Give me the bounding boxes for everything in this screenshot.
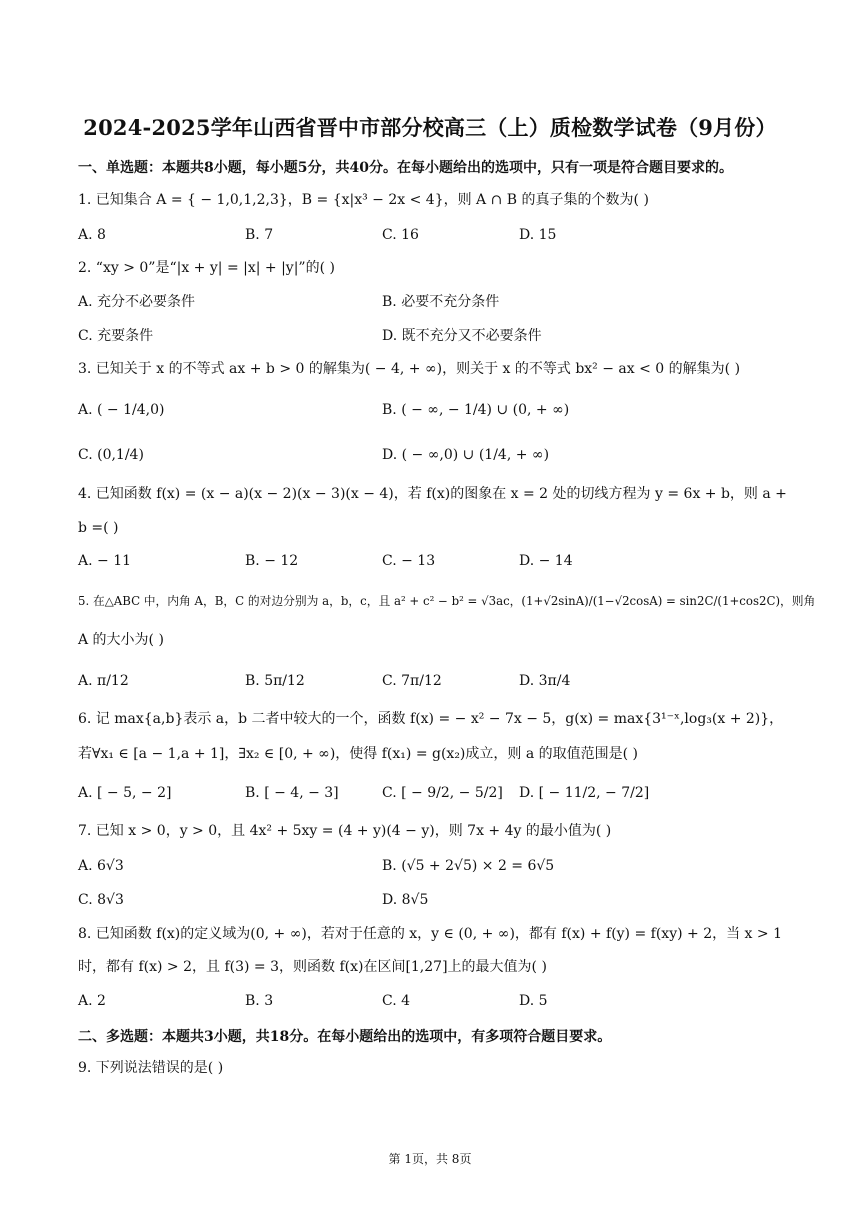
question-7-option-a: A. 6√3 xyxy=(78,858,124,874)
question-6-option-b: B. [ − 4, − 3] xyxy=(245,785,339,801)
question-3-option-a: A. ( − 1/4,0) xyxy=(78,402,165,418)
question-4-option-c: C. − 13 xyxy=(382,553,436,569)
question-6-option-c: C. [ − 9/2, − 5/2] xyxy=(382,785,503,801)
section-heading-multi-choice: 二、多选题：本题共3小题，共18分。在每小题给出的选项中，有多项符合题目要求。 xyxy=(78,1029,612,1045)
question-1-option-a: A. 8 xyxy=(78,227,106,243)
question-3-option-c: C. (0,1/4) xyxy=(78,447,144,463)
page-title: 2024-2025学年山西省晋中市部分校高三（上）质检数学试卷（9月份） xyxy=(83,115,777,140)
question-8-option-a: A. 2 xyxy=(78,993,106,1009)
question-2-stem: 2. “xy > 0”是“|x + y| = |x| + |y|”的( ) xyxy=(78,260,335,276)
question-4-option-d: D. − 14 xyxy=(519,553,573,569)
question-5-option-c: C. 7π/12 xyxy=(382,673,442,689)
question-1-option-d: D. 15 xyxy=(519,227,557,243)
question-4-stem-line-2: b =( ) xyxy=(78,520,119,536)
question-9-stem: 9. 下列说法错误的是( ) xyxy=(78,1060,224,1076)
question-3-option-d: D. ( − ∞,0) ∪ (1/4, + ∞) xyxy=(382,447,550,463)
question-5-option-d: D. 3π/4 xyxy=(519,673,571,689)
question-5-stem-line-1: 5. 在△ABC 中，内角 A，B，C 的对边分别为 a，b，c，且 a² + c² − b² = √3ac，(1+√2sinA)/(1−√2cosA) = sin2C/(1+cos2C)，则角 xyxy=(78,594,816,608)
question-4-option-a: A. − 11 xyxy=(78,553,132,569)
section-heading-single-choice: 一、单选题：本题共8小题，每小题5分，共40分。在每小题给出的选项中，只有一项是符合题目要求的。 xyxy=(78,160,733,176)
question-5-stem-line-2: A 的大小为( ) xyxy=(78,632,164,648)
question-6-stem-line-2: 若∀x₁ ∈ [a − 1,a + 1]，∃x₂ ∈ [0, + ∞)，使得 f(x₁) = g(x₂)成立，则 a 的取值范围是( ) xyxy=(78,746,639,762)
question-8-stem-line-1: 8. 已知函数 f(x)的定义域为(0, + ∞)，若对于任意的 x，y ∈ (0, + ∞)，都有 f(x) + f(y) = f(xy) + 2，当 x > 1 xyxy=(78,926,782,942)
question-4-option-b: B. − 12 xyxy=(245,553,299,569)
question-8-option-c: C. 4 xyxy=(382,993,411,1009)
question-3-option-b: B. ( − ∞, − 1/4) ∪ (0, + ∞) xyxy=(382,402,570,418)
page-footer: 第 1页，共 8页 xyxy=(388,1152,472,1166)
question-8-stem-line-2: 时，都有 f(x) > 2，且 f(3) = 3，则函数 f(x)在区间[1,27]上的最大值为( ) xyxy=(78,959,547,975)
question-2-option-b: B. 必要不充分条件 xyxy=(382,294,500,310)
question-4-stem-line-1: 4. 已知函数 f(x) = (x − a)(x − 2)(x − 3)(x − 4)，若 f(x)的图象在 x = 2 处的切线方程为 y = 6x + b，则 a + xyxy=(78,486,787,502)
question-1-option-c: C. 16 xyxy=(382,227,419,243)
question-3-stem: 3. 已知关于 x 的不等式 ax + b > 0 的解集为( − 4, + ∞)，则关于 x 的不等式 bx² − ax < 0 的解集为( ) xyxy=(78,361,741,377)
question-6-stem-line-1: 6. 记 max{a,b}表示 a，b 二者中较大的一个，函数 f(x) = − x² − 7x − 5，g(x) = max{3¹⁻ˣ,log₃(x + 2)}， xyxy=(78,711,784,727)
question-5-option-a: A. π/12 xyxy=(78,673,129,689)
question-1-option-b: B. 7 xyxy=(245,227,274,243)
question-2-option-c: C. 充要条件 xyxy=(78,328,154,344)
question-7-option-c: C. 8√3 xyxy=(78,892,124,908)
question-2-option-d: D. 既不充分又不必要条件 xyxy=(382,328,542,344)
question-5-option-b: B. 5π/12 xyxy=(245,673,305,689)
question-6-option-d: D. [ − 11/2, − 7/2] xyxy=(519,785,650,801)
question-7-option-d: D. 8√5 xyxy=(382,892,429,908)
question-1-stem: 1. 已知集合 A = { − 1,0,1,2,3}，B = {x|x³ − 2x < 4}，则 A ∩ B 的真子集的个数为( ) xyxy=(78,192,649,208)
question-2-option-a: A. 充分不必要条件 xyxy=(78,294,196,310)
question-8-option-d: D. 5 xyxy=(519,993,548,1009)
question-7-option-b: B. (√5 + 2√5) × 2 = 6√5 xyxy=(382,858,555,874)
question-6-option-a: A. [ − 5, − 2] xyxy=(78,785,172,801)
question-7-stem: 7. 已知 x > 0，y > 0，且 4x² + 5xy = (4 + y)(4 − y)，则 7x + 4y 的最小值为( ) xyxy=(78,823,612,839)
question-8-option-b: B. 3 xyxy=(245,993,274,1009)
